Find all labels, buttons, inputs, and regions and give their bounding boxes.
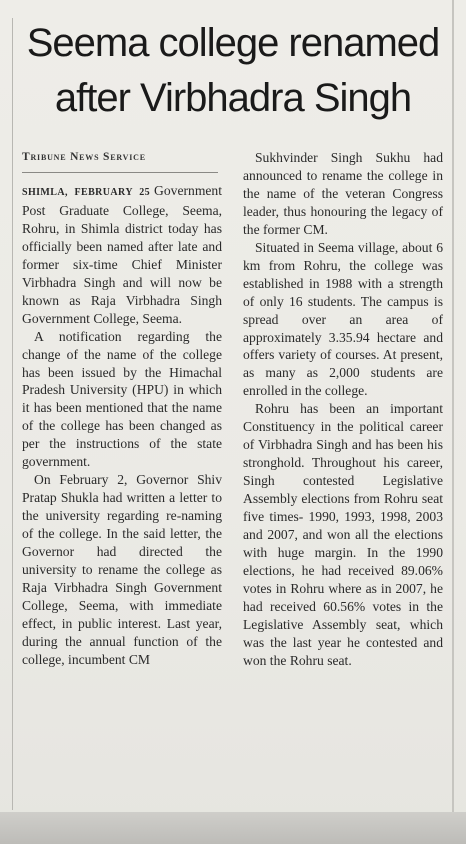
- article-paragraph: [22, 182, 222, 328]
- column-rule-left: [12, 18, 13, 810]
- article-paragraph: Sukhvinder Singh Sukhu had announced to rename the college in the name of the veteran Congress leader, thus honouring the legacy of the former CM.: [243, 150, 443, 237]
- article-paragraph: Situated in Seema village, about 6 km from Rohru, the college was established in 1988 with a strength of only 16 students. The campus is spread over an area of approximately 3.35.94 hectare and offers variety of courses. At present, as many as 2,000 students are enrolled in the college.: [243, 239, 443, 399]
- article-paragraph: Rohru has been an important Constituency in the political career of Virbhadra Singh and has been his stronghold. Throughout his career, Singh contested Legislative Assembly elections from Rohru seat five times- 1990, 1993, 1998, 2003 and 2007, and won all the elections with huge margin. In the 1990 elections, he had received 89.06% votes in Rohru where as in 2007, he had received 60.56% votes in the Legislative Assembly seat, which was the last year he contested and won the Rohru seat.: [243, 401, 443, 668]
- article-paragraph: A notification regarding the change of the name of the college has been issued by the Himachal Pradesh University (HPU) in which it has been mentioned that the name of the college has been changed as per the instructions of the state government.: [22, 328, 222, 470]
- article-column-left: [22, 150, 222, 669]
- column-rule-right: [452, 0, 454, 812]
- byline: Tribune News Service: [22, 151, 146, 163]
- bottom-edge: [0, 812, 466, 844]
- paragraph-text: Government Post Graduate College, Seema, Rohru, in Shimla district today has officially been named after late and former six-time Chief Minister Virbhadra Singh and will now be known as Raja Virbhadra Singh Government College, Seema.: [22, 183, 222, 326]
- article-paragraph: On February 2, Governor Shiv Pratap Shukla had written a letter to the university regarding re-naming of the college. In the said letter, the Governor had directed the university to rename the college as Raja Virbhadra Singh Government College, Seema, with immediate effect, in public interest. Last year, during the annual function of the college, incumbent CM: [22, 472, 222, 667]
- headline-line-1: Seema college renamed: [26, 21, 440, 65]
- headline: [18, 16, 448, 126]
- dateline: SHIMLA, FEBRUARY 25: [22, 187, 151, 198]
- article-column-right: [243, 149, 443, 670]
- headline-line-2: after Virbhadra Singh: [54, 76, 412, 120]
